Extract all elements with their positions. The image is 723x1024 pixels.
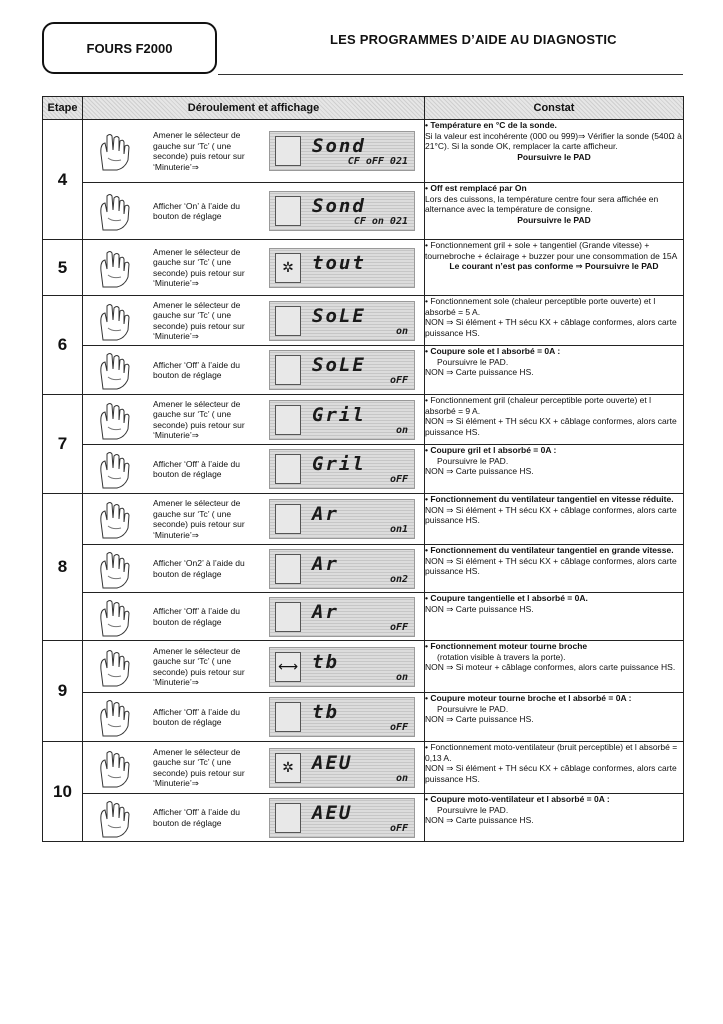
lcd-subtext: on1	[389, 524, 408, 535]
lcd-display	[269, 748, 415, 788]
lcd-subtext: on	[395, 671, 408, 683]
hand-selector-icon	[83, 596, 153, 638]
procedure-cell	[83, 395, 425, 445]
lcd-symbol-box	[275, 504, 301, 534]
observation-cell	[425, 545, 684, 593]
observation-line: • Température en °C de la sonde.	[425, 120, 557, 130]
hand-selector-icon	[83, 190, 153, 232]
document-title: LES PROGRAMMES D’AIDE AU DIAGNOSTIC	[330, 32, 617, 47]
instruction-text: Amener le sélecteur de gauche sur ‘Tc’ ( une seconde) puis retour sur ‘Minuterie’⇒	[153, 130, 245, 172]
procedure-cell	[83, 545, 425, 593]
brand-box	[42, 22, 217, 74]
observation-line: NON ⇒ Si moteur + câblage conformes, alors carte puissance HS.	[425, 662, 676, 672]
observation-cell	[425, 120, 684, 183]
lcd-symbol-box	[275, 136, 301, 166]
table-row	[43, 296, 684, 346]
procedure-cell	[83, 445, 425, 494]
title-divider	[218, 74, 683, 75]
procedure-cell	[83, 494, 425, 545]
lcd-subtext: CF on 021	[353, 216, 408, 227]
observation-line: • Coupure moto-ventilateur et l absorbé = 0A :	[425, 794, 610, 804]
lcd-text: Gril	[312, 453, 366, 475]
lcd-display	[269, 449, 415, 489]
lcd-symbol-box	[275, 454, 301, 484]
hand-selector-icon	[83, 130, 153, 172]
observation-line: NON ⇒ Carte puissance HS.	[425, 367, 534, 377]
observation-line: Si la valeur est incohérente (000 ou 999)⇒ Vérifier la sonde (540Ω à 21°C). Si la sonde OK, remplacer la carte afficheur.	[425, 130, 682, 151]
observation-line: Poursuivre le PAD.	[437, 804, 509, 815]
lcd-text: Sond	[312, 195, 366, 217]
instruction-text: Afficher ‘Off’ à l’aide du bouton de réglage	[153, 359, 240, 380]
observation-line: (rotation visible à travers la porte).	[437, 651, 566, 662]
header-description: Déroulement et affichage	[83, 97, 425, 120]
observation-line: NON ⇒ Si élément + TH sécu KX + câblage conformes, alors carte puissance HS.	[425, 763, 677, 784]
lcd-text: tb	[312, 650, 339, 673]
lcd-subtext: on	[395, 424, 408, 436]
observation-line: • Coupure gril et l absorbé = 0A :	[425, 445, 557, 455]
procedure-cell	[83, 183, 425, 240]
table-row	[43, 693, 684, 742]
hand-selector-icon	[83, 300, 153, 342]
lcd-subtext: oFF	[389, 375, 408, 386]
lcd-symbol-box	[275, 355, 301, 385]
step-number: 9	[43, 641, 83, 742]
observation-line: NON ⇒ Si élément + TH sécu KX + câblage conformes, alors carte puissance HS.	[425, 317, 677, 338]
lcd-subtext: on	[395, 325, 408, 337]
procedure-cell	[83, 346, 425, 395]
instruction-text: Amener le sélecteur de gauche sur ‘Tc’ ( une seconde) puis retour sur ‘Minuterie’⇒	[153, 746, 245, 788]
lcd-subtext: oFF	[389, 822, 408, 834]
observation-line: Le courant n’est pas conforme ⇒ Poursuivre le PAD	[449, 261, 659, 271]
step-number: 5	[43, 240, 83, 296]
observation-line: • Fonctionnement sole (chaleur perceptible porte ouverte) et l absorbé = 5 A.	[425, 296, 656, 317]
observation-line: • Fonctionnement gril + sole + tangentiel (Grande vitesse) + tournebroche + éclairage + buzzer pour une consommation de 15A	[425, 240, 678, 261]
lcd-text: SoLE	[312, 354, 366, 376]
instruction-text: Amener le sélecteur de gauche sur ‘Tc’ ( une seconde) puis retour sur ‘Minuterie’⇒	[153, 398, 245, 440]
observation-line: Poursuivre le PAD	[517, 151, 591, 162]
lcd-display	[269, 549, 415, 589]
lcd-subtext: CF oFF 021	[347, 156, 408, 167]
observation-cell	[425, 445, 684, 494]
hand-selector-icon	[83, 548, 153, 590]
instruction-text: Amener le sélecteur de gauche sur ‘Tc’ ( une seconde) puis retour sur ‘Minuterie’⇒	[153, 498, 245, 540]
observation-line: NON ⇒ Carte puissance HS.	[425, 714, 534, 724]
observation-cell	[425, 593, 684, 641]
lcd-text: AEU	[312, 751, 353, 774]
lcd-text: tb	[312, 701, 339, 723]
table-row	[43, 794, 684, 842]
observation-line: Poursuivre le PAD.	[437, 703, 509, 714]
observation-line: Poursuivre le PAD.	[437, 455, 509, 466]
procedure-cell	[83, 641, 425, 693]
table-row	[43, 593, 684, 641]
lcd-symbol-box	[275, 702, 301, 732]
step-number: 7	[43, 395, 83, 494]
instruction-text: Afficher ‘Off’ à l’aide du bouton de réglage	[153, 706, 240, 727]
lcd-display	[269, 499, 415, 539]
table-row	[43, 742, 684, 794]
observation-cell	[425, 183, 684, 240]
diagnostic-table	[42, 96, 684, 842]
table-row	[43, 494, 684, 545]
hand-selector-icon	[83, 797, 153, 839]
lcd-symbol-box: ✲	[275, 253, 301, 283]
lcd-text: Ar	[312, 552, 339, 575]
instruction-text: Afficher ‘Off’ à l’aide du bouton de réglage	[153, 458, 240, 479]
lcd-symbol-box: ⟷	[275, 652, 301, 682]
instruction-text: Afficher ‘Off’ à l’aide du bouton de réglage	[153, 606, 240, 627]
lcd-symbol-box	[275, 306, 301, 336]
lcd-text: Ar	[312, 600, 339, 623]
lcd-symbol-box: ✲	[275, 753, 301, 783]
lcd-subtext: oFF	[389, 621, 408, 633]
lcd-symbol-box	[275, 803, 301, 833]
lcd-subtext: oFF	[389, 474, 408, 485]
table-row	[43, 395, 684, 445]
header-step: Etape	[43, 97, 83, 120]
step-number: 6	[43, 296, 83, 395]
lcd-symbol-box	[275, 554, 301, 584]
hand-selector-icon	[83, 247, 153, 289]
hand-selector-icon	[83, 747, 153, 789]
brand-label: FOURS F2000	[86, 40, 173, 56]
observation-line: • Coupure sole et l absorbé = 0A :	[425, 346, 561, 356]
lcd-subtext: on2	[389, 573, 408, 585]
procedure-cell	[83, 593, 425, 641]
observation-line: NON ⇒ Carte puissance HS.	[425, 603, 534, 614]
instruction-text: Amener le sélecteur de gauche sur ‘Tc’ ( une seconde) puis retour sur ‘Minuterie’⇒	[153, 645, 245, 687]
observation-line: NON ⇒ Carte puissance HS.	[425, 466, 534, 476]
hand-selector-icon	[83, 349, 153, 391]
hand-selector-icon	[83, 498, 153, 540]
observation-line: • Coupure moteur tourne broche et l absorbé = 0A :	[425, 693, 632, 703]
table-row	[43, 641, 684, 693]
lcd-display	[269, 301, 415, 341]
lcd-text: tout	[312, 251, 366, 274]
procedure-cell	[83, 794, 425, 842]
lcd-display	[269, 350, 415, 390]
observation-line: Lors des cuissons, la température centre four sera affichée en alternance avec la température de consigne.	[425, 193, 659, 214]
lcd-subtext: on	[395, 772, 408, 784]
lcd-display	[269, 697, 415, 737]
lcd-text: Gril	[312, 403, 366, 426]
observation-line: NON ⇒ Si élément + TH sécu KX + câblage conformes, alors carte puissance HS.	[425, 555, 677, 576]
instruction-text: Afficher ‘On2’ à l’aide du bouton de réglage	[153, 558, 245, 579]
hand-selector-icon	[83, 646, 153, 688]
header-observation: Constat	[425, 97, 684, 120]
table-row	[43, 240, 684, 296]
table-row	[43, 120, 684, 183]
observation-line: • Fonctionnement moto-ventilateur (bruit perceptible) et l absorbé = 0,13 A.	[425, 742, 678, 763]
observation-line: • Off est remplacé par On	[425, 183, 527, 193]
lcd-symbol-box	[275, 602, 301, 632]
table-row	[43, 445, 684, 494]
lcd-display	[269, 248, 415, 288]
observation-cell	[425, 794, 684, 842]
observation-cell	[425, 693, 684, 742]
lcd-display	[269, 131, 415, 171]
table-row	[43, 545, 684, 593]
lcd-symbol-box	[275, 405, 301, 435]
observation-cell	[425, 346, 684, 395]
lcd-display	[269, 597, 415, 637]
observation-line: Poursuivre le PAD.	[437, 356, 509, 367]
lcd-display	[269, 400, 415, 440]
observation-cell	[425, 395, 684, 445]
procedure-cell	[83, 693, 425, 742]
observation-line: • Fonctionnement du ventilateur tangentiel en vitesse réduite.	[425, 494, 674, 504]
table-row	[43, 346, 684, 395]
hand-selector-icon	[83, 696, 153, 738]
observation-line: • Fonctionnement du ventilateur tangentiel en grande vitesse.	[425, 545, 674, 555]
step-number: 10	[43, 742, 83, 842]
observation-cell	[425, 641, 684, 693]
observation-line: NON ⇒ Carte puissance HS.	[425, 815, 534, 825]
lcd-display	[269, 798, 415, 838]
observation-cell	[425, 240, 684, 296]
hand-selector-icon	[83, 448, 153, 490]
procedure-cell	[83, 742, 425, 794]
lcd-text: AEU	[312, 801, 353, 824]
observation-line: • Fonctionnement gril (chaleur perceptible porte ouverte) et l absorbé = 9 A.	[425, 395, 651, 416]
observation-line: NON ⇒ Si élément + TH sécu KX + câblage conformes, alors carte puissance HS.	[425, 504, 677, 525]
procedure-cell	[83, 296, 425, 346]
table-row	[43, 183, 684, 240]
step-number: 4	[43, 120, 83, 240]
observation-cell	[425, 494, 684, 545]
lcd-text: SoLE	[312, 304, 366, 327]
lcd-symbol-box	[275, 196, 301, 226]
instruction-text: Amener le sélecteur de gauche sur ‘Tc’ ( une seconde) puis retour sur ‘Minuterie’⇒	[153, 246, 245, 288]
instruction-text: Amener le sélecteur de gauche sur ‘Tc’ ( une seconde) puis retour sur ‘Minuterie’⇒	[153, 299, 245, 341]
instruction-text: Afficher ‘Off’ à l’aide du bouton de réglage	[153, 807, 240, 828]
observation-line: • Fonctionnement moteur tourne broche	[425, 641, 588, 651]
hand-selector-icon	[83, 399, 153, 441]
observation-cell	[425, 742, 684, 794]
instruction-text: Afficher ‘On’ à l’aide du bouton de réglage	[153, 200, 240, 221]
step-number: 8	[43, 494, 83, 641]
lcd-text: Sond	[312, 135, 366, 157]
lcd-display	[269, 191, 415, 231]
observation-line: Poursuivre le PAD	[517, 214, 591, 225]
observation-cell	[425, 296, 684, 346]
procedure-cell	[83, 120, 425, 183]
lcd-text: Ar	[312, 503, 339, 525]
observation-line: • Coupure tangentielle et l absorbé = 0A.	[425, 593, 588, 603]
observation-line: NON ⇒ Si élément + TH sécu KX + câblage conformes, alors carte puissance HS.	[425, 416, 677, 437]
procedure-cell	[83, 240, 425, 296]
lcd-subtext: oFF	[389, 722, 408, 733]
lcd-display	[269, 647, 415, 687]
